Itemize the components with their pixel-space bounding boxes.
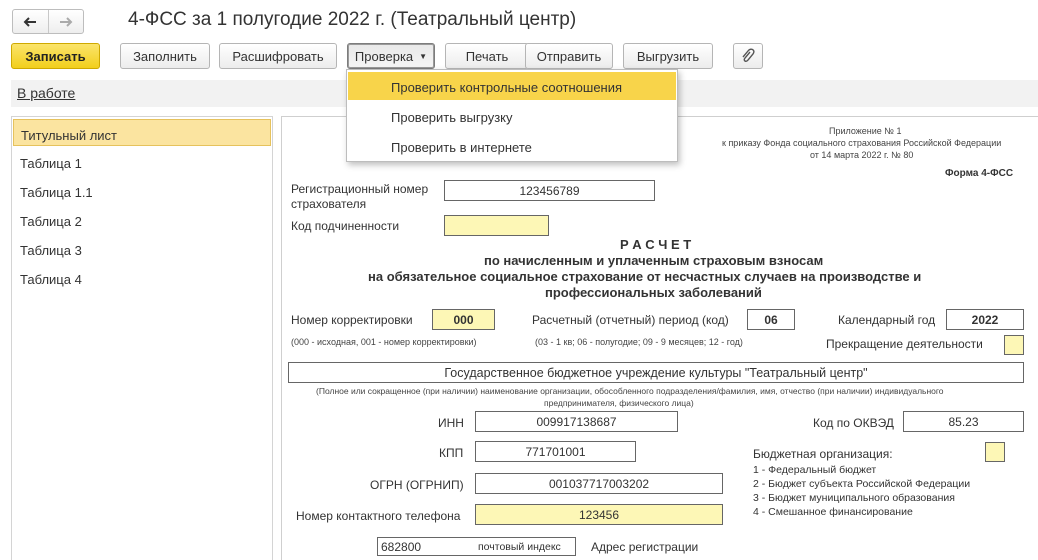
budget-option-1: 1 - Федеральный бюджет	[753, 464, 877, 476]
check-dropdown-menu	[346, 69, 678, 162]
navigation-buttons	[12, 9, 84, 34]
period-note: (03 - 1 кв; 06 - полугодие; 09 - 9 месяцев; 12 - год)	[535, 337, 743, 347]
year-label: Календарный год	[838, 313, 936, 327]
menu-item-check-online[interactable]: Проверить в интернете	[391, 140, 532, 155]
appendix-line-2: к приказу Фонда социального страхования Российской Федерации	[722, 138, 1002, 148]
sidebar-item-table-1-1[interactable]: Таблица 1.1	[20, 185, 93, 200]
inn-field[interactable]: 009917138687	[475, 411, 678, 432]
inn-label: ИНН	[438, 416, 464, 430]
reg-number-label-1: Регистрационный номер	[291, 182, 429, 196]
menu-item-check-control-ratios[interactable]: Проверить контрольные соотношения	[348, 72, 676, 100]
year-field[interactable]: 2022	[946, 309, 1024, 330]
heading-line-1: Р А С Ч Е Т	[620, 237, 692, 252]
correction-note: (000 - исходная, 001 - номер корректировки)	[291, 337, 477, 347]
sidebar-item-table-1[interactable]: Таблица 1	[20, 156, 82, 171]
postal-code-field[interactable]	[377, 537, 576, 556]
budget-option-2: 2 - Бюджет субъекта Российской Федерации	[753, 478, 971, 490]
arrow-right-icon	[59, 17, 73, 27]
termination-field[interactable]	[1004, 335, 1024, 355]
phone-label: Номер контактного телефона	[296, 509, 461, 523]
arrow-left-icon	[23, 17, 37, 27]
window-title: 4-ФСС за 1 полугодие 2022 г. (Театральный центр)	[128, 9, 577, 30]
form-name: Форма 4-ФСС	[945, 168, 1014, 179]
budget-label: Бюджетная организация:	[753, 447, 893, 461]
paperclip-icon	[741, 48, 755, 64]
reg-number-label-2: страхователя	[291, 197, 367, 211]
budget-option-4: 4 - Смешанное финансирование	[753, 506, 913, 518]
export-button[interactable]: Выгрузить	[623, 43, 713, 69]
fill-button[interactable]: Заполнить	[120, 43, 210, 69]
kpp-label: КПП	[439, 446, 464, 460]
attach-button[interactable]	[733, 43, 763, 69]
save-button[interactable]: Записать	[11, 43, 100, 69]
org-note-2: предпринимателя, физического лица)	[544, 398, 694, 408]
ogrn-label: ОГРН (ОГРНИП)	[370, 478, 464, 492]
subordination-code-label: Код подчиненности	[291, 219, 400, 233]
reg-number-field[interactable]: 123456789	[444, 180, 655, 201]
menu-item-check-export[interactable]: Проверить выгрузку	[391, 110, 513, 125]
kpp-field[interactable]: 771701001	[475, 441, 636, 462]
termination-label: Прекращение деятельности	[826, 337, 983, 351]
caret-down-icon: ▼	[419, 51, 428, 61]
sidebar-item-title-sheet[interactable]: Титульный лист	[13, 119, 271, 146]
period-label: Расчетный (отчетный) период (код)	[532, 313, 729, 327]
budget-option-3: 3 - Бюджет муниципального образования	[753, 492, 955, 504]
appendix-line-1: Приложение № 1	[829, 126, 902, 136]
sidebar-item-table-3[interactable]: Таблица 3	[20, 243, 82, 258]
check-dropdown-button[interactable]	[347, 43, 435, 69]
okved-field[interactable]: 85.23	[903, 411, 1024, 432]
heading-line-2: по начисленным и уплаченным страховым взносам	[484, 253, 824, 268]
heading-line-3: на обязательное социальное страхование от несчастных случаев на производстве и	[368, 269, 922, 284]
budget-field[interactable]	[985, 442, 1005, 462]
subordination-code-field[interactable]	[444, 215, 549, 236]
print-button[interactable]: Печать	[445, 43, 529, 69]
sidebar-item-table-4[interactable]: Таблица 4	[20, 272, 82, 287]
okved-label: Код по ОКВЭД	[813, 416, 894, 430]
ogrn-field[interactable]: 001037717003202	[475, 473, 723, 494]
postal-code-caption: почтовый индекс	[478, 540, 561, 553]
decode-button[interactable]: Расшифровать	[219, 43, 337, 69]
period-field[interactable]: 06	[747, 309, 795, 330]
back-button[interactable]	[13, 10, 48, 33]
send-button[interactable]: Отправить	[525, 43, 613, 69]
org-name-field[interactable]: Государственное бюджетное учреждение культуры "Театральный центр"	[288, 362, 1024, 383]
postal-code-value: 682800	[381, 539, 422, 554]
address-label: Адрес регистрации	[591, 540, 699, 554]
correction-field[interactable]: 000	[432, 309, 495, 330]
org-note-1: (Полное или сокращенное (при наличии) наименование организации, обособленного подразделения/фамилия, имя, отчество (при наличии) индивидуального	[316, 386, 944, 396]
sidebar-item-table-2[interactable]: Таблица 2	[20, 214, 82, 229]
appendix-line-3: от 14 марта 2022 г. № 80	[810, 150, 914, 160]
sections-sidebar	[11, 116, 273, 560]
status-link[interactable]: В работе	[17, 85, 76, 101]
heading-line-4: профессиональных заболеваний	[545, 285, 762, 300]
phone-field[interactable]: 123456	[475, 504, 723, 525]
check-button-label: Проверка	[354, 48, 414, 64]
forward-button[interactable]	[48, 10, 84, 33]
correction-label: Номер корректировки	[291, 313, 413, 327]
